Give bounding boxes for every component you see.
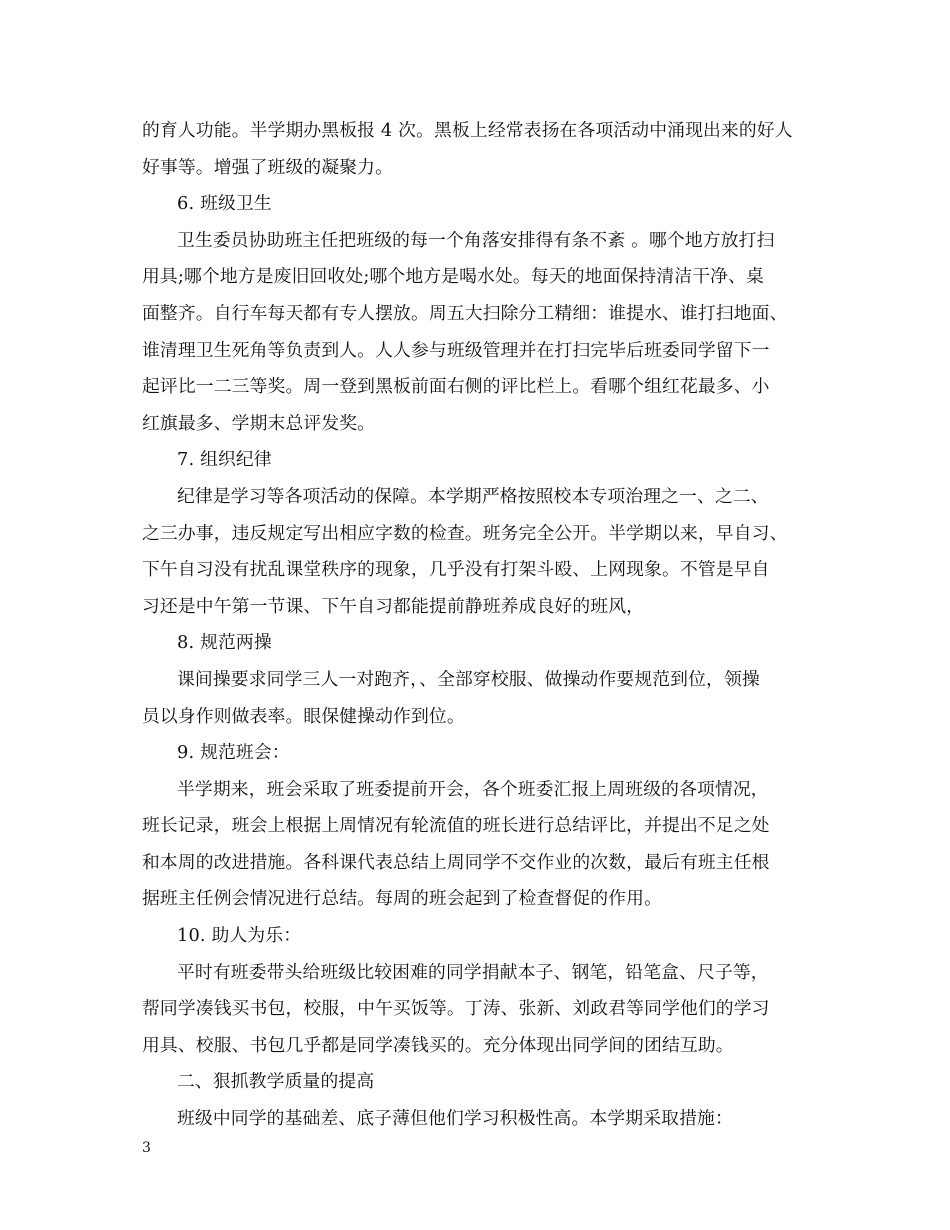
paragraph-line: 面整齐。自行车每天都有专人摆放。周五大扫除分工精细：谁提水、谁打扫地面、 (142, 302, 788, 324)
paragraph-line: 半学期来，班会采取了班委提前开会，各个班委汇报上周班级的各项情况， (177, 778, 769, 800)
paragraph-line: 习还是中午第一节课、下午自习都能提前静班养成良好的班风， (142, 595, 645, 617)
paragraph-line: 和本周的改进措施。各科课代表总结上周同学不交作业的次数，最后有班主任根 (142, 851, 770, 873)
paragraph-line: 用具;哪个地方是废旧回收处;哪个地方是喝水处。每天的地面保持清洁干净、桌 (142, 266, 764, 288)
paragraph-line: 的育人功能。半学期办黑板报 4 次。黑板上经常表扬在各项活动中涌现出来的好人 (142, 120, 793, 141)
paragraph-line: 课间操要求同学三人一对跑齐，、全部穿校服、做操动作要规范到位，领操 (177, 668, 760, 690)
paragraph-line: 据班主任例会情况进行总结。每周的班会起到了检查督促的作用。 (142, 888, 663, 910)
section-heading: 二、狠抓教学质量的提高 (177, 1071, 375, 1093)
page-number: 3 (142, 1140, 151, 1156)
paragraph-line: 纪律是学习等各项活动的保障。本学期严格按照校本专项治理之一、之二、 (177, 485, 769, 507)
paragraph-line: 班长记录，班会上根据上周情况有轮流值的班长进行总结评比，并提出不足之处 (142, 815, 770, 837)
section-heading: 8. 规范两操 (177, 632, 272, 654)
paragraph-line: 红旗最多、学期末总评发奖。 (142, 412, 376, 434)
paragraph-line: 帮同学凑钱买书包，校服，中午买饭等。丁涛、张新、刘政君等同学他们的学习 (142, 998, 770, 1020)
paragraph-line: 下午自习没有扰乱课堂秩序的现象，几乎没有打架斗殴、上网现象。不管是早自 (142, 559, 770, 581)
section-heading: 6. 班级卫生 (177, 193, 272, 215)
paragraph-line: 之三办事，违反规定写出相应字数的检查。班务完全公开。半学期以来，早自习、 (142, 522, 788, 544)
paragraph-line: 用具、校服、书包几乎都是同学凑钱买的。充分体现出同学间的团结互助。 (142, 1034, 734, 1056)
paragraph-line: 员以身作则做表率。眼保健操动作到位。 (142, 705, 465, 727)
section-heading: 7. 组织纪律 (177, 449, 272, 471)
paragraph-line: 起评比一二三等奖。周一登到黑板前面右侧的评比栏上。看哪个组红花最多、小 (142, 376, 770, 398)
paragraph-line: 好事等。增强了班级的凝聚力。 (142, 156, 394, 178)
paragraph-line: 平时有班委带头给班级比较困难的同学捐献本子、钢笔，铅笔盒、尺子等， (177, 961, 769, 983)
section-heading: 10. 助人为乐： (177, 925, 302, 947)
paragraph-line: 班级中同学的基础差、底子薄但他们学习积极性高。本学期采取措施： (177, 1108, 733, 1130)
paragraph-line: 谁清理卫生死角等负责到人。人人参与班级管理并在打扫完毕后班委同学留下一 (142, 339, 770, 361)
section-heading: 9. 规范班会： (177, 742, 290, 764)
paragraph-line: 卫生委员协助班主任把班级的每一个角落安排得有条不紊 。哪个地方放打扫 (177, 229, 775, 251)
document-body (142, 113, 808, 1138)
